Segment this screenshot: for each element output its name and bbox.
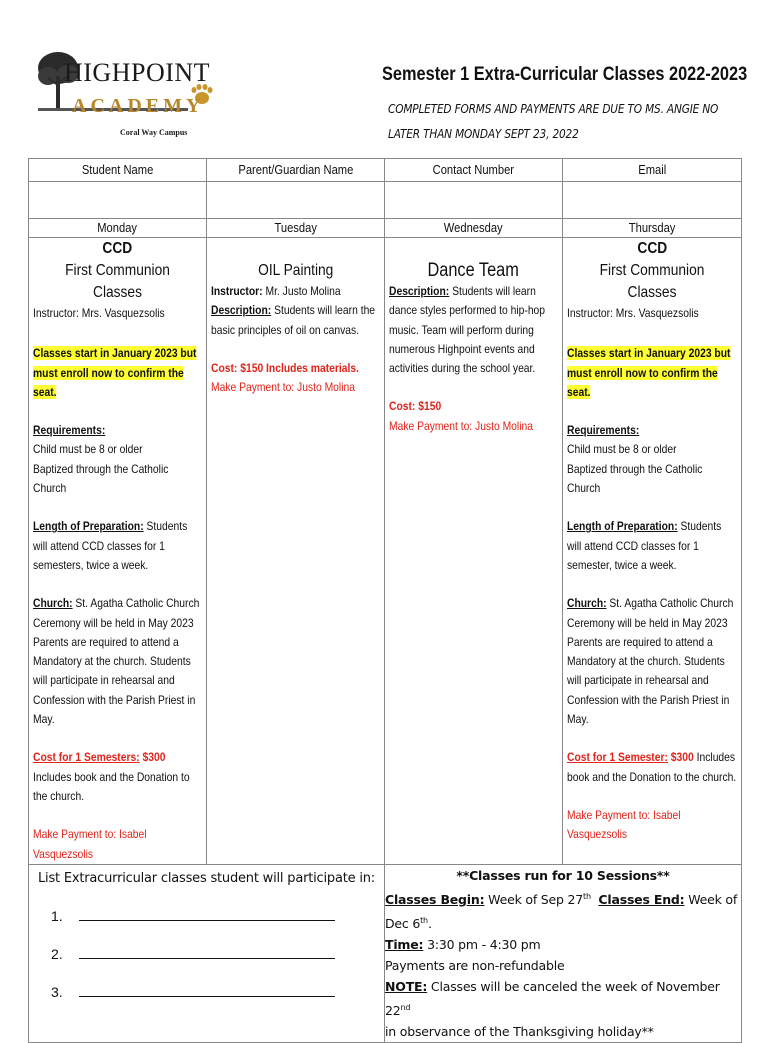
day-wednesday: Wednesday bbox=[385, 219, 563, 238]
thursday-prep: Length of Preparation: Students will attend CCD classes for 1 semester, twice a week. bbox=[567, 519, 722, 572]
thursday-class bbox=[563, 238, 742, 865]
monday-title-1: CCD bbox=[102, 240, 133, 257]
wednesday-title: Dance Team bbox=[427, 260, 520, 281]
sessions-heading: **Classes run for 10 Sessions** bbox=[456, 867, 670, 883]
wednesday-cost: Cost: $150 bbox=[389, 399, 442, 414]
wednesday-class bbox=[385, 238, 563, 865]
logo-name-line1: HIGHPOINT bbox=[64, 58, 211, 87]
sessions-dates: Classes Begin: Week of Sep 27th Classes End: Week of Dec 6th. bbox=[385, 891, 738, 932]
monday-instructor: Instructor: Mrs. Vasquezsolis bbox=[33, 306, 165, 320]
monday-enroll-note: Classes start in January 2023 but must enroll now to confirm the seat. bbox=[33, 346, 197, 399]
wednesday-payment: Make Payment to: Justo Molina bbox=[389, 418, 533, 433]
col-email: Email bbox=[563, 159, 742, 182]
list-line-2[interactable] bbox=[79, 958, 335, 959]
thursday-enroll-note: Classes start in January 2023 but must enroll now to confirm the seat. bbox=[567, 346, 731, 399]
thursday-req-1: Child must be 8 or older bbox=[567, 442, 677, 457]
parent-name-field[interactable] bbox=[207, 182, 385, 219]
monday-title-2: First Communion Classes bbox=[65, 262, 170, 301]
list-line-1[interactable] bbox=[79, 920, 335, 921]
day-monday: Monday bbox=[29, 219, 207, 238]
list-item[interactable]: 2. bbox=[51, 924, 384, 962]
list-item[interactable]: 1. bbox=[51, 886, 384, 924]
due-notice-line1: COMPLETED FORMS AND PAYMENTS ARE DUE TO MS. ANGIE NO bbox=[388, 102, 719, 116]
thursday-req-label: Requirements: bbox=[567, 423, 640, 438]
student-name-field[interactable] bbox=[29, 182, 207, 219]
contact-number-field[interactable] bbox=[385, 182, 563, 219]
logo-campus: Coral Way Campus bbox=[120, 128, 188, 137]
thursday-payment: Make Payment to: Isabel Vasquezsolis bbox=[567, 807, 681, 842]
tuesday-cost: Cost: $150 Includes materials. bbox=[211, 360, 359, 375]
sessions-time: Time: 3:30 pm - 4:30 pm bbox=[385, 937, 541, 953]
monday-req-2: Baptized through the Catholic Church bbox=[33, 461, 169, 496]
monday-payment: Make Payment to: Isabel Vasquezsolis bbox=[33, 827, 147, 861]
monday-church: Church: St. Agatha Catholic Church Ceremony will be held in May 2023 Parents are required to attend a Mandatory at the church. Students will participate in rehearsal and Confession with the Parish Priest in May. bbox=[33, 596, 200, 727]
sessions-info bbox=[385, 864, 742, 1042]
email-field[interactable] bbox=[563, 182, 742, 219]
thursday-req-2: Baptized through the Catholic Church bbox=[567, 461, 703, 496]
thursday-title-2: First Communion Classes bbox=[599, 262, 705, 301]
col-contact-number: Contact Number bbox=[385, 159, 563, 182]
list-item[interactable]: 3. bbox=[51, 962, 384, 1000]
tuesday-desc: Description: Students will learn the basic principles of oil on canvas. bbox=[211, 303, 376, 337]
logo-name-line2: ACADEMY bbox=[72, 95, 205, 117]
due-notice-line2: LATER THAN MONDAY SEPT 23, 2022 bbox=[388, 127, 579, 141]
monday-cost: Cost for 1 Semesters: $300 Includes book and the Donation to the church. bbox=[33, 750, 190, 803]
thursday-title-1: CCD bbox=[637, 240, 667, 257]
tuesday-instructor: Instructor: Mr. Justo Molina bbox=[211, 284, 341, 298]
col-parent-name: Parent/Guardian Name bbox=[207, 159, 385, 182]
col-student-name: Student Name bbox=[29, 159, 207, 182]
monday-prep: Length of Preparation: Students will attend CCD classes for 1 semesters, twice a week. bbox=[33, 519, 188, 572]
class-selection-list bbox=[29, 864, 385, 1042]
tuesday-payment: Make Payment to: Justo Molina bbox=[211, 380, 355, 395]
page-title: Semester 1 Extra-Curricular Classes 2022-2023 bbox=[382, 64, 748, 85]
sessions-note-tail: in observance of the Thanksgiving holiday** bbox=[385, 1024, 654, 1040]
due-notice bbox=[388, 97, 719, 147]
sessions-refund: Payments are non-refundable bbox=[385, 958, 565, 974]
classes-table bbox=[28, 158, 742, 1043]
wednesday-desc: Description: Students will learn dance styles performed to hip-hop music. Team will perform during numerous Highpoint events and activities during the school year. bbox=[389, 284, 546, 376]
tuesday-class bbox=[207, 238, 385, 865]
list-line-3[interactable] bbox=[79, 996, 335, 997]
sessions-note: NOTE: Classes will be canceled the week of November 22nd bbox=[385, 979, 720, 1019]
monday-req-label: Requirements: bbox=[33, 423, 106, 438]
day-tuesday: Tuesday bbox=[207, 219, 385, 238]
thursday-instructor: Instructor: Mrs. Vasquezsolis bbox=[567, 306, 699, 320]
list-heading: List Extracurricular classes student will participate in: bbox=[38, 870, 375, 886]
monday-req-1: Child must be 8 or older bbox=[33, 442, 143, 457]
school-logo bbox=[36, 48, 226, 148]
day-thursday: Thursday bbox=[563, 219, 742, 238]
tuesday-title: OIL Painting bbox=[257, 262, 334, 279]
monday-class bbox=[29, 238, 207, 865]
thursday-cost: Cost for 1 Semester: $300 Includes book and the Donation to the church. bbox=[567, 750, 737, 784]
thursday-church: Church: St. Agatha Catholic Church Ceremony will be held in May 2023 Parents are required to attend a Mandatory at the church. Students will participate in rehearsal and Confession with the Parish Priest in May. bbox=[567, 596, 734, 727]
